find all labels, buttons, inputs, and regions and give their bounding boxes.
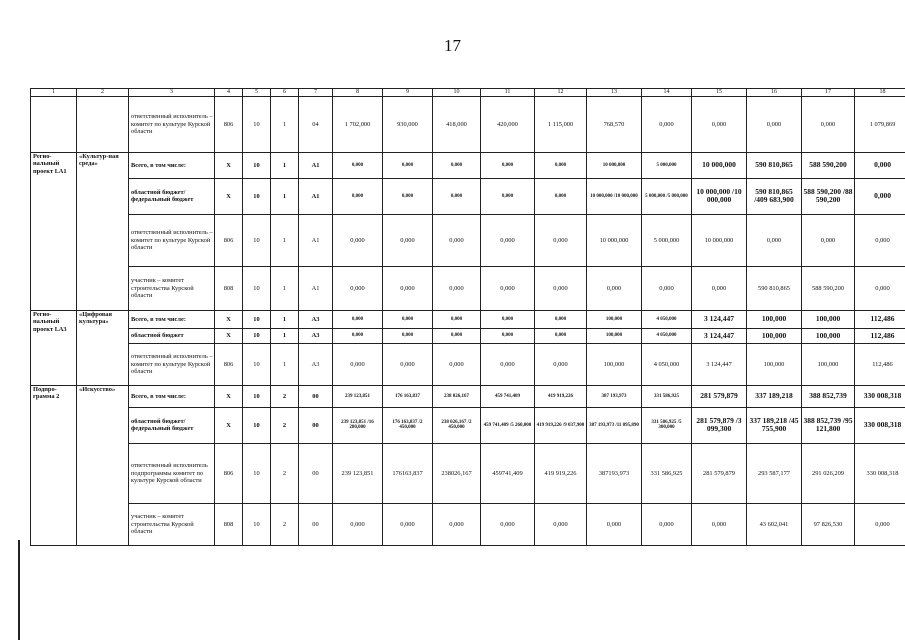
code-cell: 1 — [271, 310, 299, 328]
value-cell: 330 008,318 — [855, 407, 905, 443]
table-row — [31, 178, 905, 214]
value-cell: 0,000 — [433, 328, 481, 343]
value-cell: 0,000 — [855, 214, 905, 266]
col-header: 6 — [271, 89, 299, 97]
code-cell: 10 — [243, 385, 271, 407]
col-header: 4 — [215, 89, 243, 97]
col-header: 3 — [129, 89, 215, 97]
code-cell: A3 — [299, 343, 333, 385]
col-header: 10 — [433, 89, 481, 97]
code-cell: 00 — [299, 407, 333, 443]
value-cell: 0,000 — [535, 266, 587, 310]
code-cell: 00 — [299, 503, 333, 545]
code-cell: 808 — [215, 503, 243, 545]
code-cell: 806 — [215, 343, 243, 385]
code-cell: A1 — [299, 266, 333, 310]
code-cell: 00 — [299, 385, 333, 407]
value-cell: 0,000 — [433, 266, 481, 310]
value-cell: 0,000 — [333, 214, 383, 266]
value-cell: 0,000 — [333, 343, 383, 385]
budget-table — [30, 88, 905, 546]
code-cell: 10 — [243, 343, 271, 385]
value-cell: 100,000 — [802, 328, 855, 343]
value-cell: 176163,837 — [383, 443, 433, 503]
col-header: 9 — [383, 89, 433, 97]
table-row — [31, 96, 905, 152]
value-cell: 0,000 — [535, 178, 587, 214]
value-cell: 419 919,226 — [535, 443, 587, 503]
status-label: Подпро-грамма 2 — [31, 385, 77, 545]
value-cell: 419 919,226 — [535, 385, 587, 407]
code-cell: 10 — [243, 443, 271, 503]
col-header: 2 — [77, 89, 129, 97]
code-cell: A1 — [299, 152, 333, 178]
value-cell: 239 123,851 — [333, 443, 383, 503]
col-header: 15 — [692, 89, 747, 97]
code-cell: 806 — [215, 214, 243, 266]
value-cell: 930,000 — [383, 96, 433, 152]
value-cell: 0,000 — [855, 178, 905, 214]
table-row — [31, 385, 905, 407]
value-cell: 238 026,167 /2 450,000 — [433, 407, 481, 443]
code-cell: A3 — [299, 310, 333, 328]
value-cell: 588 590,200 /88 590,200 — [802, 178, 855, 214]
row-label: ответственный исполнитель – комитет по культуре Курской области — [129, 214, 215, 266]
value-cell: 10 000,000 — [692, 152, 747, 178]
code-cell: 1 — [271, 152, 299, 178]
value-cell: 387193,973 — [587, 443, 642, 503]
row-label: ответственный исполнитель – комитет по культуре Курской области — [129, 343, 215, 385]
value-cell: 281 579,879 /3 099,300 — [692, 407, 747, 443]
value-cell: 0,000 — [383, 343, 433, 385]
value-cell: 0,000 — [433, 214, 481, 266]
col-header: 8 — [333, 89, 383, 97]
code-cell: 2 — [271, 407, 299, 443]
value-cell: 100,000 — [587, 328, 642, 343]
value-cell: 0,000 — [383, 310, 433, 328]
row-label: областной бюджет/ федеральный бюджет — [129, 178, 215, 214]
row-label: ответственный исполнитель – комитет по культуре Курской области — [129, 96, 215, 152]
value-cell: 1 079,869 — [855, 96, 905, 152]
value-cell: 3 124,447 — [692, 343, 747, 385]
value-cell: 768,570 — [587, 96, 642, 152]
value-cell: 0,000 — [481, 343, 535, 385]
value-cell: 0,000 — [481, 178, 535, 214]
value-cell: 459 741,409 — [481, 385, 535, 407]
value-cell: 4 050,000 — [642, 310, 692, 328]
value-cell: 0,000 — [535, 343, 587, 385]
value-cell: 5 000,000 — [642, 214, 692, 266]
value-cell: 10 000,000 — [692, 214, 747, 266]
value-cell: 419 919,226 /9 037,900 — [535, 407, 587, 443]
value-cell: 0,000 — [383, 503, 433, 545]
value-cell: 0,000 — [642, 503, 692, 545]
scan-edge-line — [18, 540, 20, 640]
value-cell: 100,000 — [747, 310, 802, 328]
value-cell: 293 587,177 — [747, 443, 802, 503]
row-label: Всего, в том числе: — [129, 152, 215, 178]
col-header: 17 — [802, 89, 855, 97]
code-cell: 10 — [243, 328, 271, 343]
value-cell: 0,000 — [481, 266, 535, 310]
empty-cell — [31, 96, 77, 152]
value-cell: 239 123,851 /16 280,000 — [333, 407, 383, 443]
value-cell: 1 702,000 — [333, 96, 383, 152]
value-cell: 4 050,000 — [642, 343, 692, 385]
table-row — [31, 503, 905, 545]
header-row — [31, 89, 905, 97]
page-number: 17 — [444, 36, 461, 55]
code-cell: 10 — [243, 266, 271, 310]
code-cell: 2 — [271, 503, 299, 545]
col-header: 1 — [31, 89, 77, 97]
col-header: 12 — [535, 89, 587, 97]
code-cell: 00 — [299, 443, 333, 503]
table-row — [31, 214, 905, 266]
value-cell: 0,000 — [333, 310, 383, 328]
empty-cell — [77, 96, 129, 152]
value-cell: 112,486 — [855, 343, 905, 385]
value-cell: 330 008,318 — [855, 385, 905, 407]
col-header: 16 — [747, 89, 802, 97]
value-cell: 0,000 — [535, 214, 587, 266]
value-cell: 0,000 — [433, 503, 481, 545]
value-cell: 0,000 — [433, 178, 481, 214]
value-cell: 0,000 — [855, 266, 905, 310]
value-cell: 291 026,209 — [802, 443, 855, 503]
value-cell: 176 163,837 /2 450,000 — [383, 407, 433, 443]
value-cell: 0,000 — [383, 152, 433, 178]
value-cell: 238026,167 — [433, 443, 481, 503]
code-cell: 2 — [271, 385, 299, 407]
value-cell: 239 123,851 — [333, 385, 383, 407]
value-cell: 281 579,879 — [692, 385, 747, 407]
value-cell: 5 000,000 /5 000,000 — [642, 178, 692, 214]
value-cell: 331 586,925 — [642, 443, 692, 503]
code-cell: X — [215, 328, 243, 343]
value-cell: 0,000 — [383, 178, 433, 214]
table-row — [31, 343, 905, 385]
value-cell: 0,000 — [802, 96, 855, 152]
value-cell: 0,000 — [333, 328, 383, 343]
value-cell: 100,000 — [747, 343, 802, 385]
code-cell: A3 — [299, 328, 333, 343]
value-cell: 590 810,865 — [747, 152, 802, 178]
value-cell: 0,000 — [802, 214, 855, 266]
value-cell: 0,000 — [481, 310, 535, 328]
name-label: «Культур-ная среда» — [77, 152, 129, 310]
code-cell: 10 — [243, 178, 271, 214]
value-cell: 100,000 — [747, 328, 802, 343]
value-cell: 0,000 — [587, 266, 642, 310]
code-cell: 10 — [243, 503, 271, 545]
table-row — [31, 266, 905, 310]
value-cell: 0,000 — [333, 178, 383, 214]
value-cell: 281 579,879 — [692, 443, 747, 503]
code-cell: 808 — [215, 266, 243, 310]
code-cell: 1 — [271, 178, 299, 214]
value-cell: 0,000 — [481, 214, 535, 266]
value-cell: 10 000,000 /10 000,000 — [587, 178, 642, 214]
value-cell: 420,000 — [481, 96, 535, 152]
row-label: участник – комитет строительства Курской области — [129, 266, 215, 310]
value-cell: 337 189,218 /45 755,900 — [747, 407, 802, 443]
code-cell: 10 — [243, 152, 271, 178]
col-header: 13 — [587, 89, 642, 97]
row-label: Всего, в том числе: — [129, 385, 215, 407]
code-cell: 806 — [215, 443, 243, 503]
code-cell: 10 — [243, 407, 271, 443]
value-cell: 10 000,000 — [587, 152, 642, 178]
table-row — [31, 328, 905, 343]
value-cell: 388 852,739 — [802, 385, 855, 407]
value-cell: 100,000 — [587, 343, 642, 385]
col-header: 7 — [299, 89, 333, 97]
value-cell: 459741,409 — [481, 443, 535, 503]
code-cell: 10 — [243, 310, 271, 328]
value-cell: 459 741,409 /5 260,000 — [481, 407, 535, 443]
code-cell: X — [215, 152, 243, 178]
value-cell: 387 193,973 — [587, 385, 642, 407]
value-cell: 588 590,200 — [802, 152, 855, 178]
col-header: 5 — [243, 89, 271, 97]
value-cell: 590 810,865 — [747, 266, 802, 310]
value-cell: 176 163,837 — [383, 385, 433, 407]
value-cell: 0,000 — [333, 503, 383, 545]
value-cell: 0,000 — [535, 310, 587, 328]
value-cell: 100,000 — [802, 343, 855, 385]
code-cell: 10 — [243, 96, 271, 152]
row-label: ответственный исполнитель подпрограммы комитет по культуре Курской области — [129, 443, 215, 503]
row-label: областной бюджет — [129, 328, 215, 343]
value-cell: 330 008,318 — [855, 443, 905, 503]
value-cell: 3 124,447 — [692, 328, 747, 343]
row-label: областной бюджет/ федеральный бюджет — [129, 407, 215, 443]
code-cell: 1 — [271, 266, 299, 310]
value-cell: 0,000 — [433, 343, 481, 385]
value-cell: 588 590,200 — [802, 266, 855, 310]
code-cell: 1 — [271, 214, 299, 266]
value-cell: 10 000,000 /10 000,000 — [692, 178, 747, 214]
table-row — [31, 310, 905, 328]
code-cell: X — [215, 385, 243, 407]
value-cell: 0,000 — [642, 96, 692, 152]
table-row — [31, 443, 905, 503]
value-cell: 0,000 — [747, 96, 802, 152]
code-cell: 04 — [299, 96, 333, 152]
value-cell: 97 826,530 — [802, 503, 855, 545]
value-cell: 0,000 — [535, 328, 587, 343]
code-cell: 10 — [243, 214, 271, 266]
value-cell: 388 852,739 /95 121,800 — [802, 407, 855, 443]
col-header: 14 — [642, 89, 692, 97]
value-cell: 0,000 — [433, 152, 481, 178]
value-cell: 0,000 — [692, 266, 747, 310]
value-cell: 590 810,865 /409 683,900 — [747, 178, 802, 214]
table-row — [31, 152, 905, 178]
value-cell: 0,000 — [433, 310, 481, 328]
value-cell: 0,000 — [587, 503, 642, 545]
value-cell: 0,000 — [855, 503, 905, 545]
value-cell: 10 000,000 — [587, 214, 642, 266]
table-row — [31, 407, 905, 443]
value-cell: 0,000 — [692, 96, 747, 152]
code-cell: X — [215, 310, 243, 328]
value-cell: 418,000 — [433, 96, 481, 152]
value-cell: 0,000 — [642, 266, 692, 310]
value-cell: 0,000 — [383, 266, 433, 310]
value-cell: 112,486 — [855, 328, 905, 343]
value-cell: 4 050,000 — [642, 328, 692, 343]
value-cell: 100,000 — [587, 310, 642, 328]
value-cell: 337 189,218 — [747, 385, 802, 407]
value-cell: 0,000 — [481, 328, 535, 343]
row-label: Всего, в том числе: — [129, 310, 215, 328]
code-cell: A1 — [299, 178, 333, 214]
status-label: Регио-нальный проект I.A1 — [31, 152, 77, 310]
value-cell: 0,000 — [692, 503, 747, 545]
code-cell: 2 — [271, 443, 299, 503]
value-cell: 112,486 — [855, 310, 905, 328]
code-cell: 1 — [271, 328, 299, 343]
value-cell: 0,000 — [535, 152, 587, 178]
name-label: «Цифровая культура» — [77, 310, 129, 385]
code-cell: X — [215, 407, 243, 443]
value-cell: 43 602,041 — [747, 503, 802, 545]
value-cell: 387 193,973 /11 095,890 — [587, 407, 642, 443]
code-cell: A1 — [299, 214, 333, 266]
value-cell: 0,000 — [383, 328, 433, 343]
value-cell: 0,000 — [383, 214, 433, 266]
value-cell: 331 586,925 — [642, 385, 692, 407]
value-cell: 0,000 — [747, 214, 802, 266]
value-cell: 0,000 — [535, 503, 587, 545]
status-label: Регио-нальный проект I.A3 — [31, 310, 77, 385]
value-cell: 3 124,447 — [692, 310, 747, 328]
value-cell: 331 586,925 /5 300,000 — [642, 407, 692, 443]
value-cell: 0,000 — [333, 266, 383, 310]
code-cell: 1 — [271, 343, 299, 385]
code-cell: X — [215, 178, 243, 214]
value-cell: 238 026,167 — [433, 385, 481, 407]
code-cell: 806 — [215, 96, 243, 152]
col-header: 11 — [481, 89, 535, 97]
value-cell: 0,000 — [481, 503, 535, 545]
value-cell: 0,000 — [481, 152, 535, 178]
col-header: 18 — [855, 89, 905, 97]
value-cell: 5 000,000 — [642, 152, 692, 178]
row-label: участник – комитет строительства Курской области — [129, 503, 215, 545]
value-cell: 100,000 — [802, 310, 855, 328]
value-cell: 1 115,000 — [535, 96, 587, 152]
value-cell: 0,000 — [855, 152, 905, 178]
code-cell: 1 — [271, 96, 299, 152]
value-cell: 0,000 — [333, 152, 383, 178]
name-label: «Искусство» — [77, 385, 129, 545]
